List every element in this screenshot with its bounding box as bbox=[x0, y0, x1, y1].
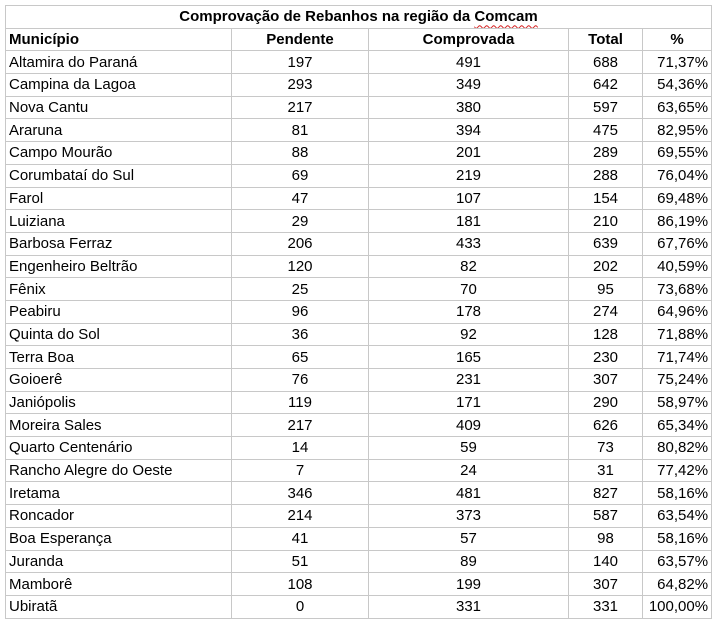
cell-percent[interactable]: 64,82% bbox=[643, 573, 712, 596]
cell-pendente[interactable]: 14 bbox=[232, 437, 369, 460]
cell-percent[interactable]: 65,34% bbox=[643, 414, 712, 437]
header-municipio[interactable]: Município bbox=[6, 28, 232, 51]
cell-municipio[interactable]: Iretama bbox=[6, 482, 232, 505]
cell-percent[interactable]: 63,57% bbox=[643, 550, 712, 573]
cell-pendente[interactable]: 36 bbox=[232, 323, 369, 346]
cell-pendente[interactable]: 65 bbox=[232, 346, 369, 369]
cell-pendente[interactable]: 29 bbox=[232, 210, 369, 233]
table-row bbox=[6, 278, 712, 301]
cell-municipio[interactable]: Roncador bbox=[6, 505, 232, 528]
cell-percent[interactable]: 71,37% bbox=[643, 51, 712, 74]
cell-percent[interactable]: 76,04% bbox=[643, 164, 712, 187]
table-title bbox=[179, 6, 537, 27]
cell-percent[interactable]: 80,82% bbox=[643, 437, 712, 460]
cell-percent[interactable]: 86,19% bbox=[643, 210, 712, 233]
table-row bbox=[6, 391, 712, 414]
cell-percent[interactable]: 75,24% bbox=[643, 369, 712, 392]
table-row bbox=[6, 527, 712, 550]
table-row bbox=[6, 346, 712, 369]
cell-comprovada[interactable]: 394 bbox=[369, 119, 569, 142]
cell-municipio[interactable]: Farol bbox=[6, 187, 232, 210]
cell-pendente[interactable]: 217 bbox=[232, 96, 369, 119]
cell-pendente[interactable]: 76 bbox=[232, 369, 369, 392]
cell-pendente[interactable]: 25 bbox=[232, 278, 369, 301]
cell-pendente[interactable]: 41 bbox=[232, 527, 369, 550]
cell-pendente[interactable]: 206 bbox=[232, 232, 369, 255]
cell-total[interactable]: 307 bbox=[569, 369, 643, 392]
cell-percent[interactable]: 69,55% bbox=[643, 142, 712, 165]
cell-municipio[interactable]: Rancho Alegre do Oeste bbox=[6, 459, 232, 482]
rebanhos-table bbox=[5, 5, 712, 619]
cell-pendente[interactable]: 197 bbox=[232, 51, 369, 74]
cell-comprovada[interactable]: 349 bbox=[369, 74, 569, 97]
cell-total[interactable]: 31 bbox=[569, 459, 643, 482]
cell-percent[interactable]: 73,68% bbox=[643, 278, 712, 301]
cell-municipio[interactable]: Goioerê bbox=[6, 369, 232, 392]
cell-percent[interactable]: 40,59% bbox=[643, 255, 712, 278]
cell-pendente[interactable]: 0 bbox=[232, 595, 369, 618]
cell-comprovada[interactable]: 491 bbox=[369, 51, 569, 74]
cell-municipio[interactable]: Corumbataí do Sul bbox=[6, 164, 232, 187]
table-row bbox=[6, 232, 712, 255]
cell-pendente[interactable]: 7 bbox=[232, 459, 369, 482]
header-percent[interactable]: % bbox=[643, 28, 712, 51]
cell-pendente[interactable]: 69 bbox=[232, 164, 369, 187]
table-row bbox=[6, 255, 712, 278]
table-row bbox=[6, 142, 712, 165]
cell-percent[interactable]: 64,96% bbox=[643, 300, 712, 323]
cell-municipio[interactable]: Ubiratã bbox=[6, 595, 232, 618]
cell-total[interactable]: 307 bbox=[569, 573, 643, 596]
cell-percent[interactable]: 69,48% bbox=[643, 187, 712, 210]
cell-comprovada[interactable]: 409 bbox=[369, 414, 569, 437]
table-row bbox=[6, 482, 712, 505]
table-row bbox=[6, 437, 712, 460]
cell-total[interactable]: 154 bbox=[569, 187, 643, 210]
cell-comprovada[interactable]: 481 bbox=[369, 482, 569, 505]
header-total[interactable]: Total bbox=[569, 28, 643, 51]
cell-municipio[interactable]: Quarto Centenário bbox=[6, 437, 232, 460]
cell-total[interactable]: 230 bbox=[569, 346, 643, 369]
cell-municipio[interactable]: Janiópolis bbox=[6, 391, 232, 414]
cell-total[interactable]: 626 bbox=[569, 414, 643, 437]
cell-percent[interactable]: 67,76% bbox=[643, 232, 712, 255]
cell-percent[interactable]: 77,42% bbox=[643, 459, 712, 482]
header-row bbox=[6, 28, 712, 51]
cell-comprovada[interactable]: 331 bbox=[369, 595, 569, 618]
cell-total[interactable]: 331 bbox=[569, 595, 643, 618]
cell-municipio[interactable]: Araruna bbox=[6, 119, 232, 142]
cell-total[interactable]: 274 bbox=[569, 300, 643, 323]
table-row bbox=[6, 164, 712, 187]
table-row bbox=[6, 119, 712, 142]
cell-pendente[interactable]: 293 bbox=[232, 74, 369, 97]
cell-comprovada[interactable]: 57 bbox=[369, 527, 569, 550]
cell-comprovada[interactable]: 201 bbox=[369, 142, 569, 165]
cell-comprovada[interactable]: 89 bbox=[369, 550, 569, 573]
table-row bbox=[6, 74, 712, 97]
cell-total[interactable]: 290 bbox=[569, 391, 643, 414]
cell-pendente[interactable]: 120 bbox=[232, 255, 369, 278]
cell-municipio[interactable]: Altamira do Paraná bbox=[6, 51, 232, 74]
cell-percent[interactable]: 54,36% bbox=[643, 74, 712, 97]
cell-municipio[interactable]: Campo Mourão bbox=[6, 142, 232, 165]
cell-comprovada[interactable]: 171 bbox=[369, 391, 569, 414]
cell-municipio[interactable]: Quinta do Sol bbox=[6, 323, 232, 346]
cell-total[interactable]: 827 bbox=[569, 482, 643, 505]
table-row bbox=[6, 369, 712, 392]
cell-total[interactable]: 202 bbox=[569, 255, 643, 278]
cell-total[interactable]: 288 bbox=[569, 164, 643, 187]
cell-pendente[interactable]: 81 bbox=[232, 119, 369, 142]
cell-pendente[interactable]: 47 bbox=[232, 187, 369, 210]
cell-comprovada[interactable]: 82 bbox=[369, 255, 569, 278]
cell-pendente[interactable]: 346 bbox=[232, 482, 369, 505]
table-row bbox=[6, 595, 712, 618]
cell-municipio[interactable]: Juranda bbox=[6, 550, 232, 573]
cell-pendente[interactable]: 217 bbox=[232, 414, 369, 437]
cell-total[interactable]: 642 bbox=[569, 74, 643, 97]
cell-municipio[interactable]: Campina da Lagoa bbox=[6, 74, 232, 97]
cell-percent[interactable]: 58,16% bbox=[643, 482, 712, 505]
cell-municipio[interactable]: Fênix bbox=[6, 278, 232, 301]
cell-comprovada[interactable]: 24 bbox=[369, 459, 569, 482]
spellcheck-flagged-word: Comcam bbox=[474, 8, 538, 26]
cell-municipio[interactable]: Mamborê bbox=[6, 573, 232, 596]
table-row bbox=[6, 323, 712, 346]
table-row bbox=[6, 505, 712, 528]
cell-comprovada[interactable]: 107 bbox=[369, 187, 569, 210]
cell-comprovada[interactable]: 59 bbox=[369, 437, 569, 460]
table-row bbox=[6, 550, 712, 573]
cell-comprovada[interactable]: 433 bbox=[369, 232, 569, 255]
cell-total[interactable]: 73 bbox=[569, 437, 643, 460]
cell-comprovada[interactable]: 165 bbox=[369, 346, 569, 369]
cell-comprovada[interactable]: 231 bbox=[369, 369, 569, 392]
cell-municipio[interactable]: Barbosa Ferraz bbox=[6, 232, 232, 255]
cell-percent[interactable]: 58,16% bbox=[643, 527, 712, 550]
cell-comprovada[interactable]: 181 bbox=[369, 210, 569, 233]
cell-pendente[interactable]: 214 bbox=[232, 505, 369, 528]
cell-pendente[interactable]: 119 bbox=[232, 391, 369, 414]
cell-comprovada[interactable]: 178 bbox=[369, 300, 569, 323]
table-row bbox=[6, 96, 712, 119]
cell-percent[interactable]: 71,74% bbox=[643, 346, 712, 369]
table-row bbox=[6, 459, 712, 482]
cell-total[interactable]: 98 bbox=[569, 527, 643, 550]
cell-percent[interactable]: 82,95% bbox=[643, 119, 712, 142]
table-title-prefix: Comprovação de Rebanhos na região da bbox=[179, 8, 475, 26]
cell-municipio[interactable]: Moreira Sales bbox=[6, 414, 232, 437]
cell-comprovada[interactable]: 380 bbox=[369, 96, 569, 119]
cell-total[interactable]: 597 bbox=[569, 96, 643, 119]
table-row bbox=[6, 187, 712, 210]
table-title-cell[interactable] bbox=[6, 6, 712, 29]
table-row bbox=[6, 51, 712, 74]
cell-total[interactable]: 587 bbox=[569, 505, 643, 528]
cell-comprovada[interactable]: 199 bbox=[369, 573, 569, 596]
table-row bbox=[6, 210, 712, 233]
header-pendente[interactable]: Pendente bbox=[232, 28, 369, 51]
cell-pendente[interactable]: 108 bbox=[232, 573, 369, 596]
cell-percent[interactable]: 71,88% bbox=[643, 323, 712, 346]
cell-percent[interactable]: 63,65% bbox=[643, 96, 712, 119]
cell-pendente[interactable]: 88 bbox=[232, 142, 369, 165]
cell-municipio[interactable]: Boa Esperança bbox=[6, 527, 232, 550]
cell-total[interactable]: 688 bbox=[569, 51, 643, 74]
cell-percent[interactable]: 100,00% bbox=[643, 595, 712, 618]
cell-pendente[interactable]: 96 bbox=[232, 300, 369, 323]
spreadsheet bbox=[5, 5, 711, 619]
table-row bbox=[6, 414, 712, 437]
cell-municipio[interactable]: Peabiru bbox=[6, 300, 232, 323]
cell-comprovada[interactable]: 70 bbox=[369, 278, 569, 301]
cell-total[interactable]: 289 bbox=[569, 142, 643, 165]
cell-municipio[interactable]: Nova Cantu bbox=[6, 96, 232, 119]
cell-total[interactable]: 639 bbox=[569, 232, 643, 255]
cell-total[interactable]: 128 bbox=[569, 323, 643, 346]
cell-total[interactable]: 140 bbox=[569, 550, 643, 573]
cell-municipio[interactable]: Luiziana bbox=[6, 210, 232, 233]
cell-percent[interactable]: 58,97% bbox=[643, 391, 712, 414]
cell-comprovada[interactable]: 219 bbox=[369, 164, 569, 187]
cell-pendente[interactable]: 51 bbox=[232, 550, 369, 573]
cell-comprovada[interactable]: 373 bbox=[369, 505, 569, 528]
cell-total[interactable]: 95 bbox=[569, 278, 643, 301]
header-comprovada[interactable]: Comprovada bbox=[369, 28, 569, 51]
title-row bbox=[6, 6, 712, 29]
table-row bbox=[6, 300, 712, 323]
cell-percent[interactable]: 63,54% bbox=[643, 505, 712, 528]
cell-total[interactable]: 210 bbox=[569, 210, 643, 233]
cell-comprovada[interactable]: 92 bbox=[369, 323, 569, 346]
cell-municipio[interactable]: Terra Boa bbox=[6, 346, 232, 369]
cell-total[interactable]: 475 bbox=[569, 119, 643, 142]
cell-municipio[interactable]: Engenheiro Beltrão bbox=[6, 255, 232, 278]
table-row bbox=[6, 573, 712, 596]
